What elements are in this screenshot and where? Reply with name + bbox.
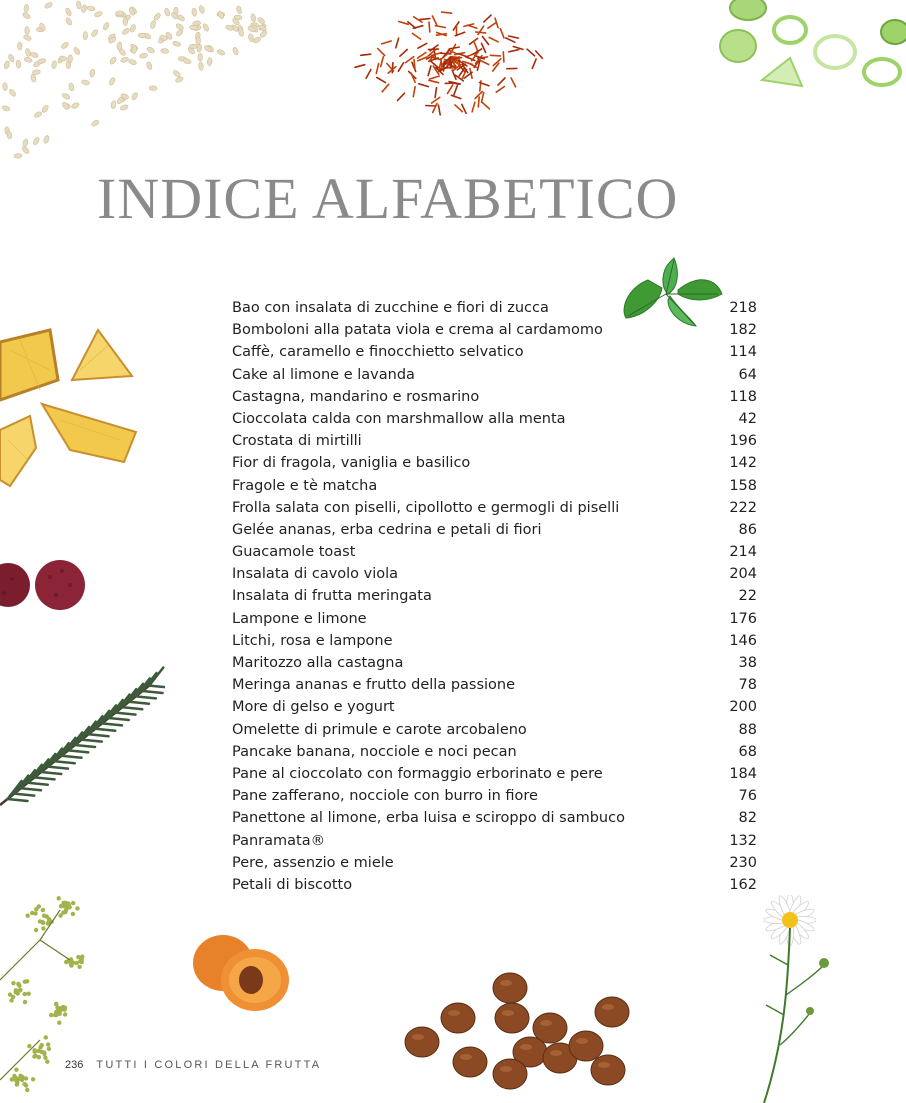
index-entry (232, 630, 757, 652)
recipe-name: Pere, assenzio e miele (232, 854, 394, 871)
recipe-page-number: 204 (729, 566, 757, 583)
recipe-page-number: 114 (729, 344, 757, 361)
recipe-name: Petali di biscotto (232, 876, 353, 893)
recipe-page-number: 118 (729, 388, 757, 405)
recipe-name: Meringa ananas e frutto della passione (232, 677, 516, 694)
recipe-name: Maritozzo alla castagna (232, 655, 404, 671)
index-entry (232, 541, 757, 563)
index-entry (232, 452, 757, 474)
recipe-page-number: 42 (738, 410, 757, 427)
index-entry (232, 408, 757, 430)
index-entry (232, 874, 757, 896)
index-entry (232, 585, 757, 607)
recipe-name: Gelée ananas, erba cedrina e petali di fiori (232, 521, 542, 538)
recipe-name: Lampone e limone (232, 610, 367, 627)
recipe-page-number: 158 (729, 477, 757, 494)
chamomile-flower-image (740, 895, 840, 1103)
recipe-name: Cake al limone e lavanda (232, 366, 415, 383)
index-entry (232, 852, 757, 874)
recipe-name: Cioccolata calda con marshmallow alla menta (232, 410, 566, 427)
recipe-name: Crostata di mirtilli (232, 433, 362, 450)
recipe-name: Panettone al limone, erba luisa e sciroppo di sambuco (232, 810, 625, 827)
index-entry (232, 719, 757, 741)
index-entry (232, 386, 757, 408)
recipe-name: Castagna, mandarino e rosmarino (232, 388, 480, 405)
index-entry (232, 341, 757, 363)
index-entry (232, 807, 757, 829)
index-entry (232, 674, 757, 696)
alphabetical-index (232, 297, 757, 896)
recipe-page-number: 68 (738, 743, 757, 760)
recipe-page-number: 230 (729, 854, 757, 871)
recipe-page-number: 78 (738, 677, 757, 694)
index-entry (232, 785, 757, 807)
recipe-page-number: 88 (738, 721, 757, 738)
recipe-page-number: 142 (729, 455, 757, 472)
recipe-name: Insalata di cavolo viola (232, 566, 399, 583)
recipe-name: More di gelso e yogurt (232, 699, 395, 716)
recipe-page-number: 82 (738, 810, 757, 827)
index-entry (232, 497, 757, 519)
recipe-page-number: 196 (729, 433, 757, 450)
index-entry (232, 563, 757, 585)
recipe-page-number: 218 (729, 300, 757, 316)
index-entry (232, 430, 757, 452)
index-entry (232, 763, 757, 785)
rosemary-image (0, 665, 165, 825)
recipe-name: Fior di fragola, vaniglia e basilico (232, 455, 471, 472)
index-entry (232, 652, 757, 674)
index-entry (232, 364, 757, 386)
recipe-page-number: 22 (738, 588, 757, 605)
recipe-name: Bomboloni alla patata viola e crema al cardamomo (232, 322, 603, 339)
recipe-page-number: 86 (738, 521, 757, 538)
recipe-name: Bao con insalata di zucchine e fiori di zucca (232, 300, 549, 316)
recipe-name: Frolla salata con piselli, cipollotto e germogli di piselli (232, 499, 620, 516)
recipe-name: Panramata® (232, 832, 326, 849)
page-title: INDICE ALFABETICO (97, 166, 679, 231)
index-entry (232, 608, 757, 630)
recipe-page-number: 132 (729, 832, 757, 849)
recipe-page-number: 64 (738, 366, 757, 383)
recipe-page-number: 222 (729, 499, 757, 516)
scallion-rings-image (710, 0, 906, 100)
saffron-image (330, 0, 570, 140)
recipe-page-number: 182 (729, 322, 757, 339)
hazelnuts-image (400, 970, 640, 1090)
page-footer (65, 1059, 321, 1071)
index-entry (232, 741, 757, 763)
recipe-name: Fragole e tè matcha (232, 477, 378, 494)
index-entry (232, 519, 757, 541)
recipe-name: Omelette di primule e carote arcobaleno (232, 721, 527, 738)
running-title: TUTTI I COLORI DELLA FRUTTA (96, 1059, 322, 1071)
recipe-name: Pancake banana, nocciole e noci pecan (232, 743, 517, 760)
recipe-name: Guacamole toast (232, 544, 356, 561)
recipe-name: Insalata di frutta meringata (232, 588, 432, 605)
recipe-page-number: 214 (729, 544, 757, 561)
pineapple-slices-image (0, 320, 140, 490)
index-entry (232, 475, 757, 497)
recipe-name: Pane zafferano, nocciole con burro in fiore (232, 788, 538, 805)
lychees-image (0, 555, 90, 615)
index-entry (232, 696, 757, 718)
index-entry (232, 297, 757, 319)
recipe-page-number: 162 (729, 876, 757, 893)
recipe-name: Litchi, rosa e lampone (232, 632, 393, 649)
apricot-image (185, 925, 295, 1025)
index-entry (232, 830, 757, 852)
index-entry (232, 319, 757, 341)
recipe-page-number: 184 (729, 765, 757, 782)
recipe-page-number: 146 (729, 632, 757, 649)
recipe-name: Caffè, caramello e finocchietto selvatico (232, 344, 524, 361)
recipe-page-number: 38 (738, 655, 757, 671)
sesame-seeds-image (0, 0, 300, 190)
recipe-page-number: 200 (729, 699, 757, 716)
recipe-name: Pane al cioccolato con formaggio erborinato e pere (232, 765, 603, 782)
recipe-page-number: 176 (729, 610, 757, 627)
recipe-page-number: 76 (738, 788, 757, 805)
page-number: 236 (65, 1059, 84, 1071)
